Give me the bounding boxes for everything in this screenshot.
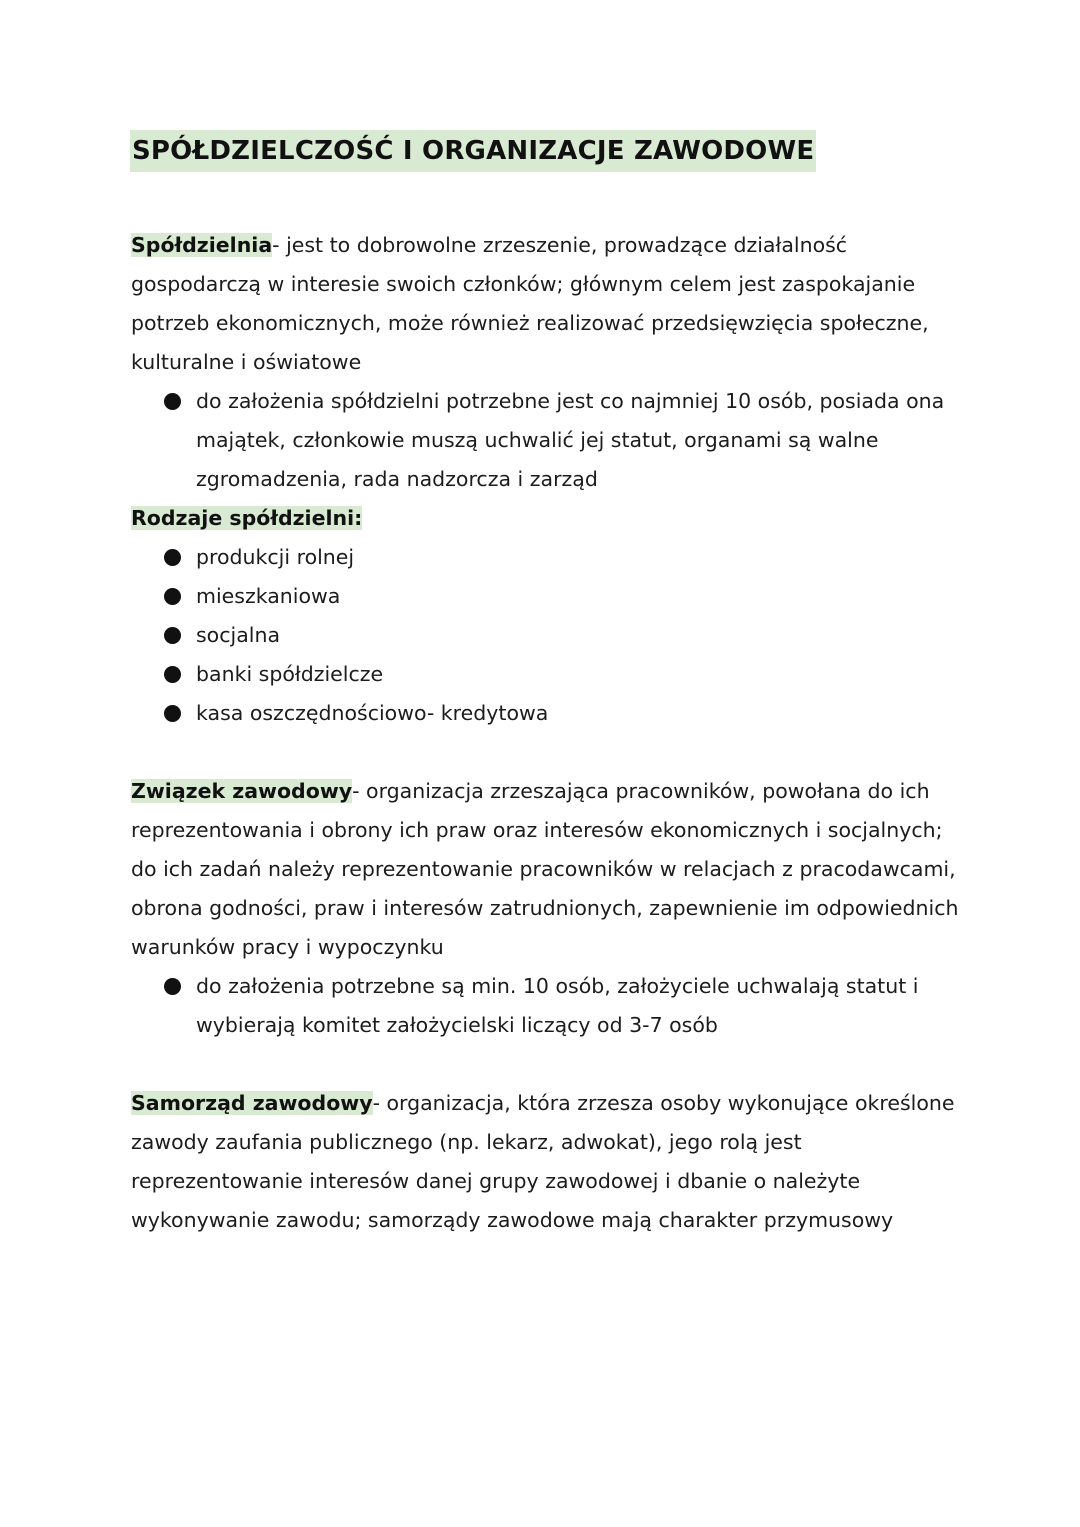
definition-text: - organizacja, która zrzesza osoby wykonujące określone bbox=[372, 1091, 955, 1115]
types-heading-line bbox=[131, 499, 961, 538]
list-item-label: kasa oszczędnościowo- kredytowa bbox=[196, 701, 549, 725]
bullet-icon bbox=[164, 393, 181, 410]
bullet-icon bbox=[164, 627, 181, 644]
term-trade-union: Związek zawodowy bbox=[131, 779, 353, 803]
paragraph-line: wykonywanie zawodu; samorządy zawodowe mają charakter przymusowy bbox=[131, 1208, 894, 1232]
types-list bbox=[131, 538, 961, 733]
paragraph-line: potrzeb ekonomicznych, może również realizować przedsięwzięcia społeczne, bbox=[131, 311, 929, 335]
bullet-icon bbox=[164, 978, 181, 995]
list-item-line: wybierają komitet założycielski liczący od 3-7 osób bbox=[196, 1013, 718, 1037]
paragraph-line bbox=[131, 1084, 961, 1123]
paragraph-line: kulturalne i oświatowe bbox=[131, 350, 362, 374]
paragraph-line: reprezentowania i obrony ich praw oraz interesów ekonomicznych i socjalnych; bbox=[131, 818, 943, 842]
bullet-icon bbox=[164, 705, 181, 722]
cooperative-bullet-list bbox=[131, 382, 961, 499]
paragraph-line bbox=[131, 772, 961, 811]
term-professional-self-government: Samorząd zawodowy bbox=[131, 1091, 373, 1115]
list-item-line: majątek, członkowie muszą uchwalić jej statut, organami są walne bbox=[196, 428, 879, 452]
list-item bbox=[196, 694, 961, 733]
list-item-line: do założenia spółdzielni potrzebne jest co najmniej 10 osób, posiada ona bbox=[196, 389, 945, 413]
list-item-label: produkcji rolnej bbox=[196, 545, 355, 569]
paragraph-line: gospodarczą w interesie swoich członków; głównym celem jest zaspokajanie bbox=[131, 272, 916, 296]
list-item-line: do założenia potrzebne są min. 10 osób, założyciele uchwalają statut i bbox=[196, 974, 919, 998]
list-item bbox=[196, 655, 961, 694]
list-item-label: socjalna bbox=[196, 623, 281, 647]
list-item bbox=[196, 616, 961, 655]
definition-text: - organizacja zrzeszająca pracowników, powołana do ich bbox=[352, 779, 930, 803]
section-trade-union bbox=[131, 772, 961, 967]
bullet-icon bbox=[164, 666, 181, 683]
list-item-line: zgromadzenia, rada nadzorcza i zarząd bbox=[196, 467, 598, 491]
paragraph-line: zawody zaufania publicznego (np. lekarz, adwokat), jego rolą jest bbox=[131, 1130, 802, 1154]
trade-union-bullet-list bbox=[131, 967, 961, 1045]
section-cooperative bbox=[131, 226, 961, 382]
list-item-label: banki spółdzielcze bbox=[196, 662, 384, 686]
types-heading: Rodzaje spółdzielni: bbox=[131, 506, 363, 530]
page-title: SPÓŁDZIELCZOŚĆ I ORGANIZACJE ZAWODOWE bbox=[130, 130, 816, 172]
paragraph-line: do ich zadań należy reprezentowanie pracowników w relacjach z pracodawcami, bbox=[131, 857, 956, 881]
term-cooperative: Spółdzielnia bbox=[131, 233, 273, 257]
list-item bbox=[196, 577, 961, 616]
list-item-label: mieszkaniowa bbox=[196, 584, 341, 608]
list-item bbox=[196, 538, 961, 577]
paragraph-line: obrona godności, praw i interesów zatrudnionych, zapewnienie im odpowiednich bbox=[131, 896, 959, 920]
section-professional-self-government bbox=[131, 1084, 961, 1240]
bullet-icon bbox=[164, 588, 181, 605]
paragraph-line bbox=[131, 226, 961, 265]
paragraph-line: warunków pracy i wypoczynku bbox=[131, 935, 444, 959]
definition-text: - jest to dobrowolne zrzeszenie, prowadzące działalność bbox=[272, 233, 848, 257]
paragraph-line: reprezentowanie interesów danej grupy zawodowej i dbanie o należyte bbox=[131, 1169, 861, 1193]
list-item bbox=[196, 967, 961, 1045]
document-page bbox=[131, 130, 961, 1240]
bullet-icon bbox=[164, 549, 181, 566]
list-item bbox=[196, 382, 961, 499]
